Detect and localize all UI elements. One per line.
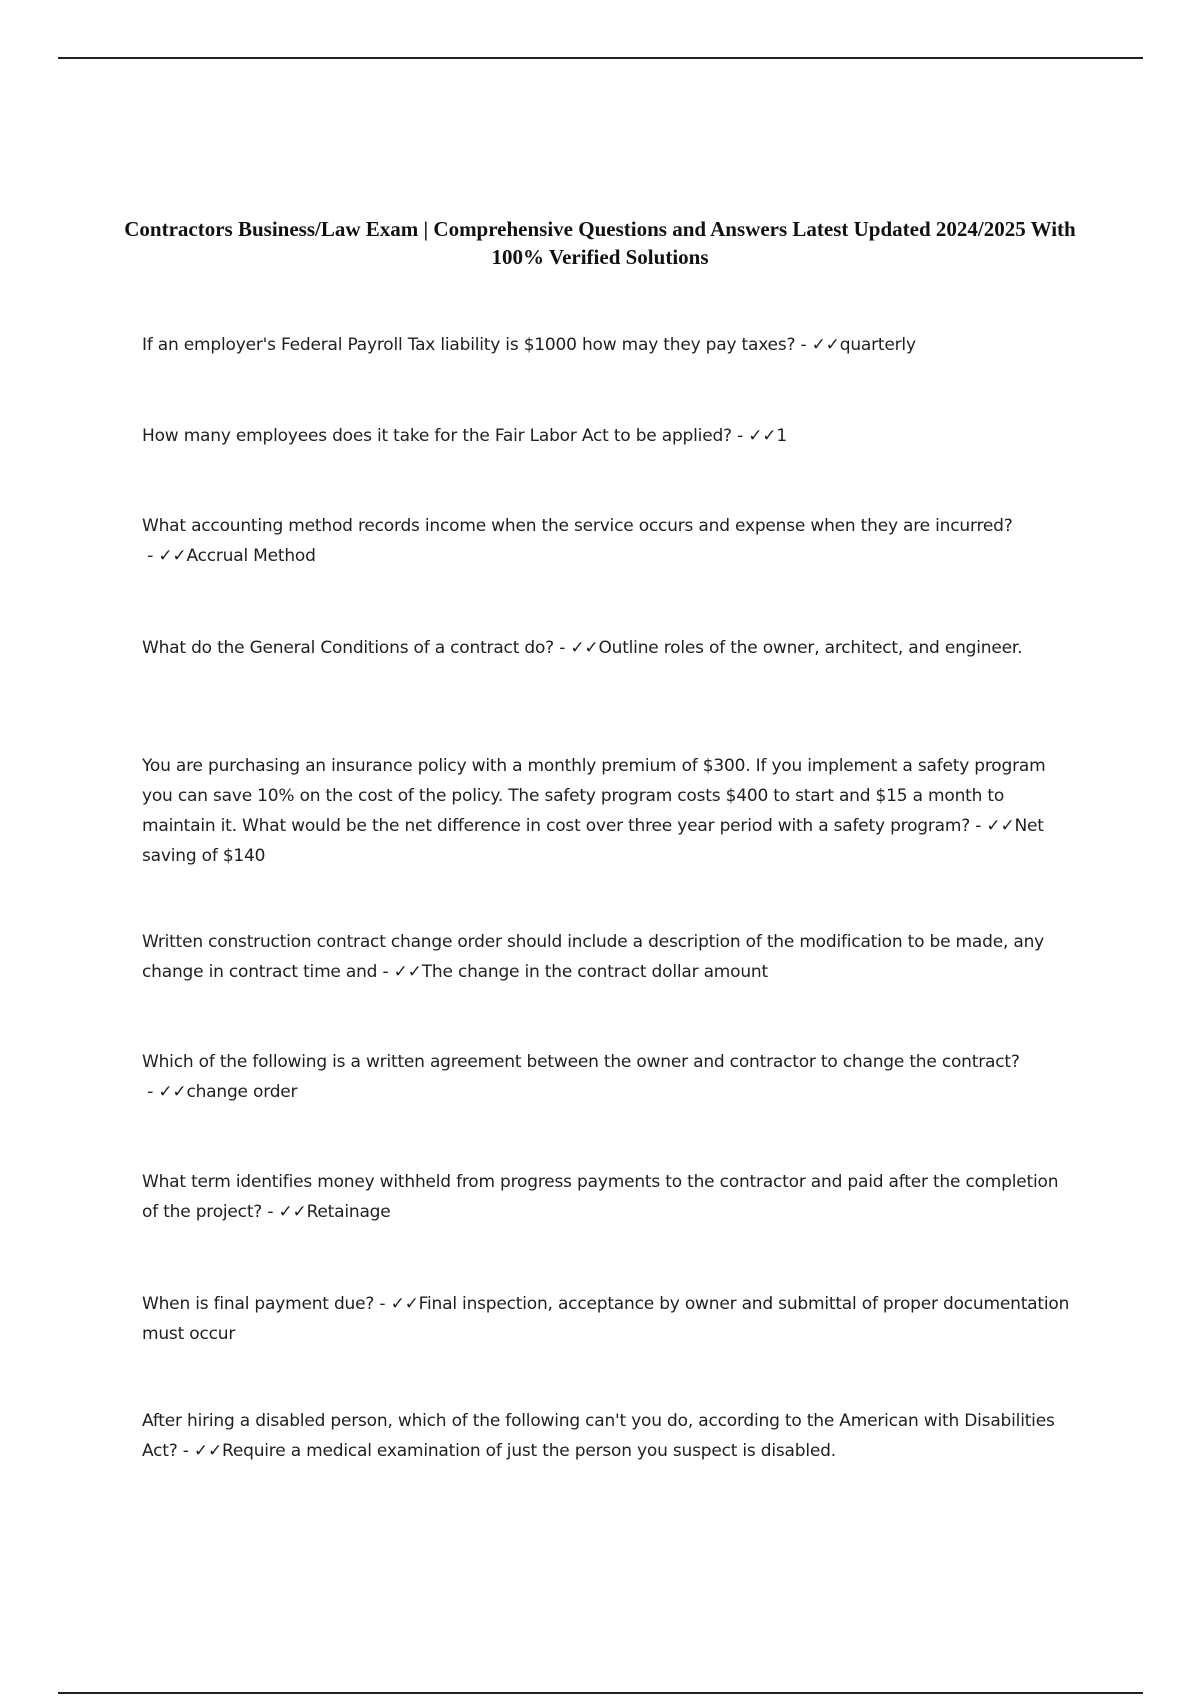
- separator: -: [142, 1082, 159, 1102]
- answer-text: Outline roles of the owner, architect, and engineer.: [598, 638, 1023, 658]
- question-text: What accounting method records income when the service occurs and expense when they are incurred?: [142, 516, 1013, 536]
- qa-item-1: [142, 330, 1072, 360]
- double-check-icon: ✓✓: [193, 1441, 223, 1461]
- question-text: How many employees does it take for the Fair Labor Act to be applied?: [142, 426, 732, 446]
- qa-item-10: [142, 1406, 1072, 1466]
- qa-item-9: [142, 1289, 1072, 1349]
- answer-text: Retainage: [306, 1202, 391, 1222]
- bottom-rule: [58, 1692, 1143, 1694]
- qa-item-2: [142, 421, 1072, 451]
- double-check-icon: ✓✓: [570, 638, 599, 658]
- separator: -: [142, 546, 159, 566]
- answer-text: The change in the contract dollar amount: [421, 962, 768, 982]
- answer-text: Require a medical examination of just the person you suspect is disabled.: [222, 1441, 836, 1461]
- double-check-icon: ✓✓: [278, 1202, 307, 1222]
- qa-item-3: [142, 511, 1072, 571]
- answer-text: quarterly: [839, 335, 916, 355]
- double-check-icon: ✓✓: [811, 335, 840, 355]
- question-text: Which of the following is a written agreement between the owner and contractor to change the contract?: [142, 1052, 1020, 1072]
- question-text: After hiring a disabled person, which of the following can't you do, according to the American with Disabilities Act?: [142, 1411, 1055, 1461]
- qa-item-6: [142, 927, 1072, 987]
- double-check-icon: ✓✓: [158, 1082, 187, 1102]
- double-check-icon: ✓✓: [158, 546, 187, 566]
- separator: -: [262, 1202, 279, 1222]
- separator: -: [731, 426, 749, 446]
- separator: -: [970, 816, 987, 836]
- answer-text: Net saving of $140: [142, 816, 1044, 866]
- answer-text: change order: [186, 1082, 298, 1102]
- qa-item-4: [142, 633, 1072, 663]
- question-text: You are purchasing an insurance policy with a monthly premium of $300. If you implement a safety program you can save 10% on the cost of the policy. The safety program costs $400 to start and $15 a month to maintain it. What would be the net difference in cost over three year period with a safety program?: [142, 756, 1046, 836]
- double-check-icon: ✓✓: [390, 1294, 419, 1314]
- answer-text: Accrual Method: [186, 546, 316, 566]
- separator: -: [554, 638, 571, 658]
- separator: -: [377, 962, 394, 982]
- separator: -: [374, 1294, 391, 1314]
- qa-item-8: [142, 1167, 1072, 1227]
- qa-item-7: [142, 1047, 1072, 1107]
- double-check-icon: ✓✓: [986, 816, 1015, 836]
- answer-text: Final inspection, acceptance by owner and submittal of proper documentation must occur: [142, 1294, 1070, 1344]
- question-text: Written construction contract change order should include a description of the modification to be made, any change in contract time and: [142, 932, 1045, 982]
- separator: -: [795, 335, 812, 355]
- question-text: What term identifies money withheld from progress payments to the contractor and paid after the completion of the project?: [142, 1172, 1059, 1222]
- double-check-icon: ✓✓: [393, 962, 422, 982]
- question-text: If an employer's Federal Payroll Tax liability is $1000 how may they pay taxes?: [142, 335, 796, 355]
- document-title: Contractors Business/Law Exam | Comprehensive Questions and Answers Latest Updated 2024/2025 With 100% Verified Solutions: [124, 217, 1076, 269]
- separator: -: [177, 1441, 194, 1461]
- top-rule: [58, 57, 1143, 59]
- answer-text: 1: [776, 426, 787, 446]
- qa-item-5: [142, 751, 1072, 871]
- question-text: When is final payment due?: [142, 1294, 375, 1314]
- question-text: What do the General Conditions of a contract do?: [142, 638, 554, 658]
- double-check-icon: ✓✓: [748, 426, 777, 446]
